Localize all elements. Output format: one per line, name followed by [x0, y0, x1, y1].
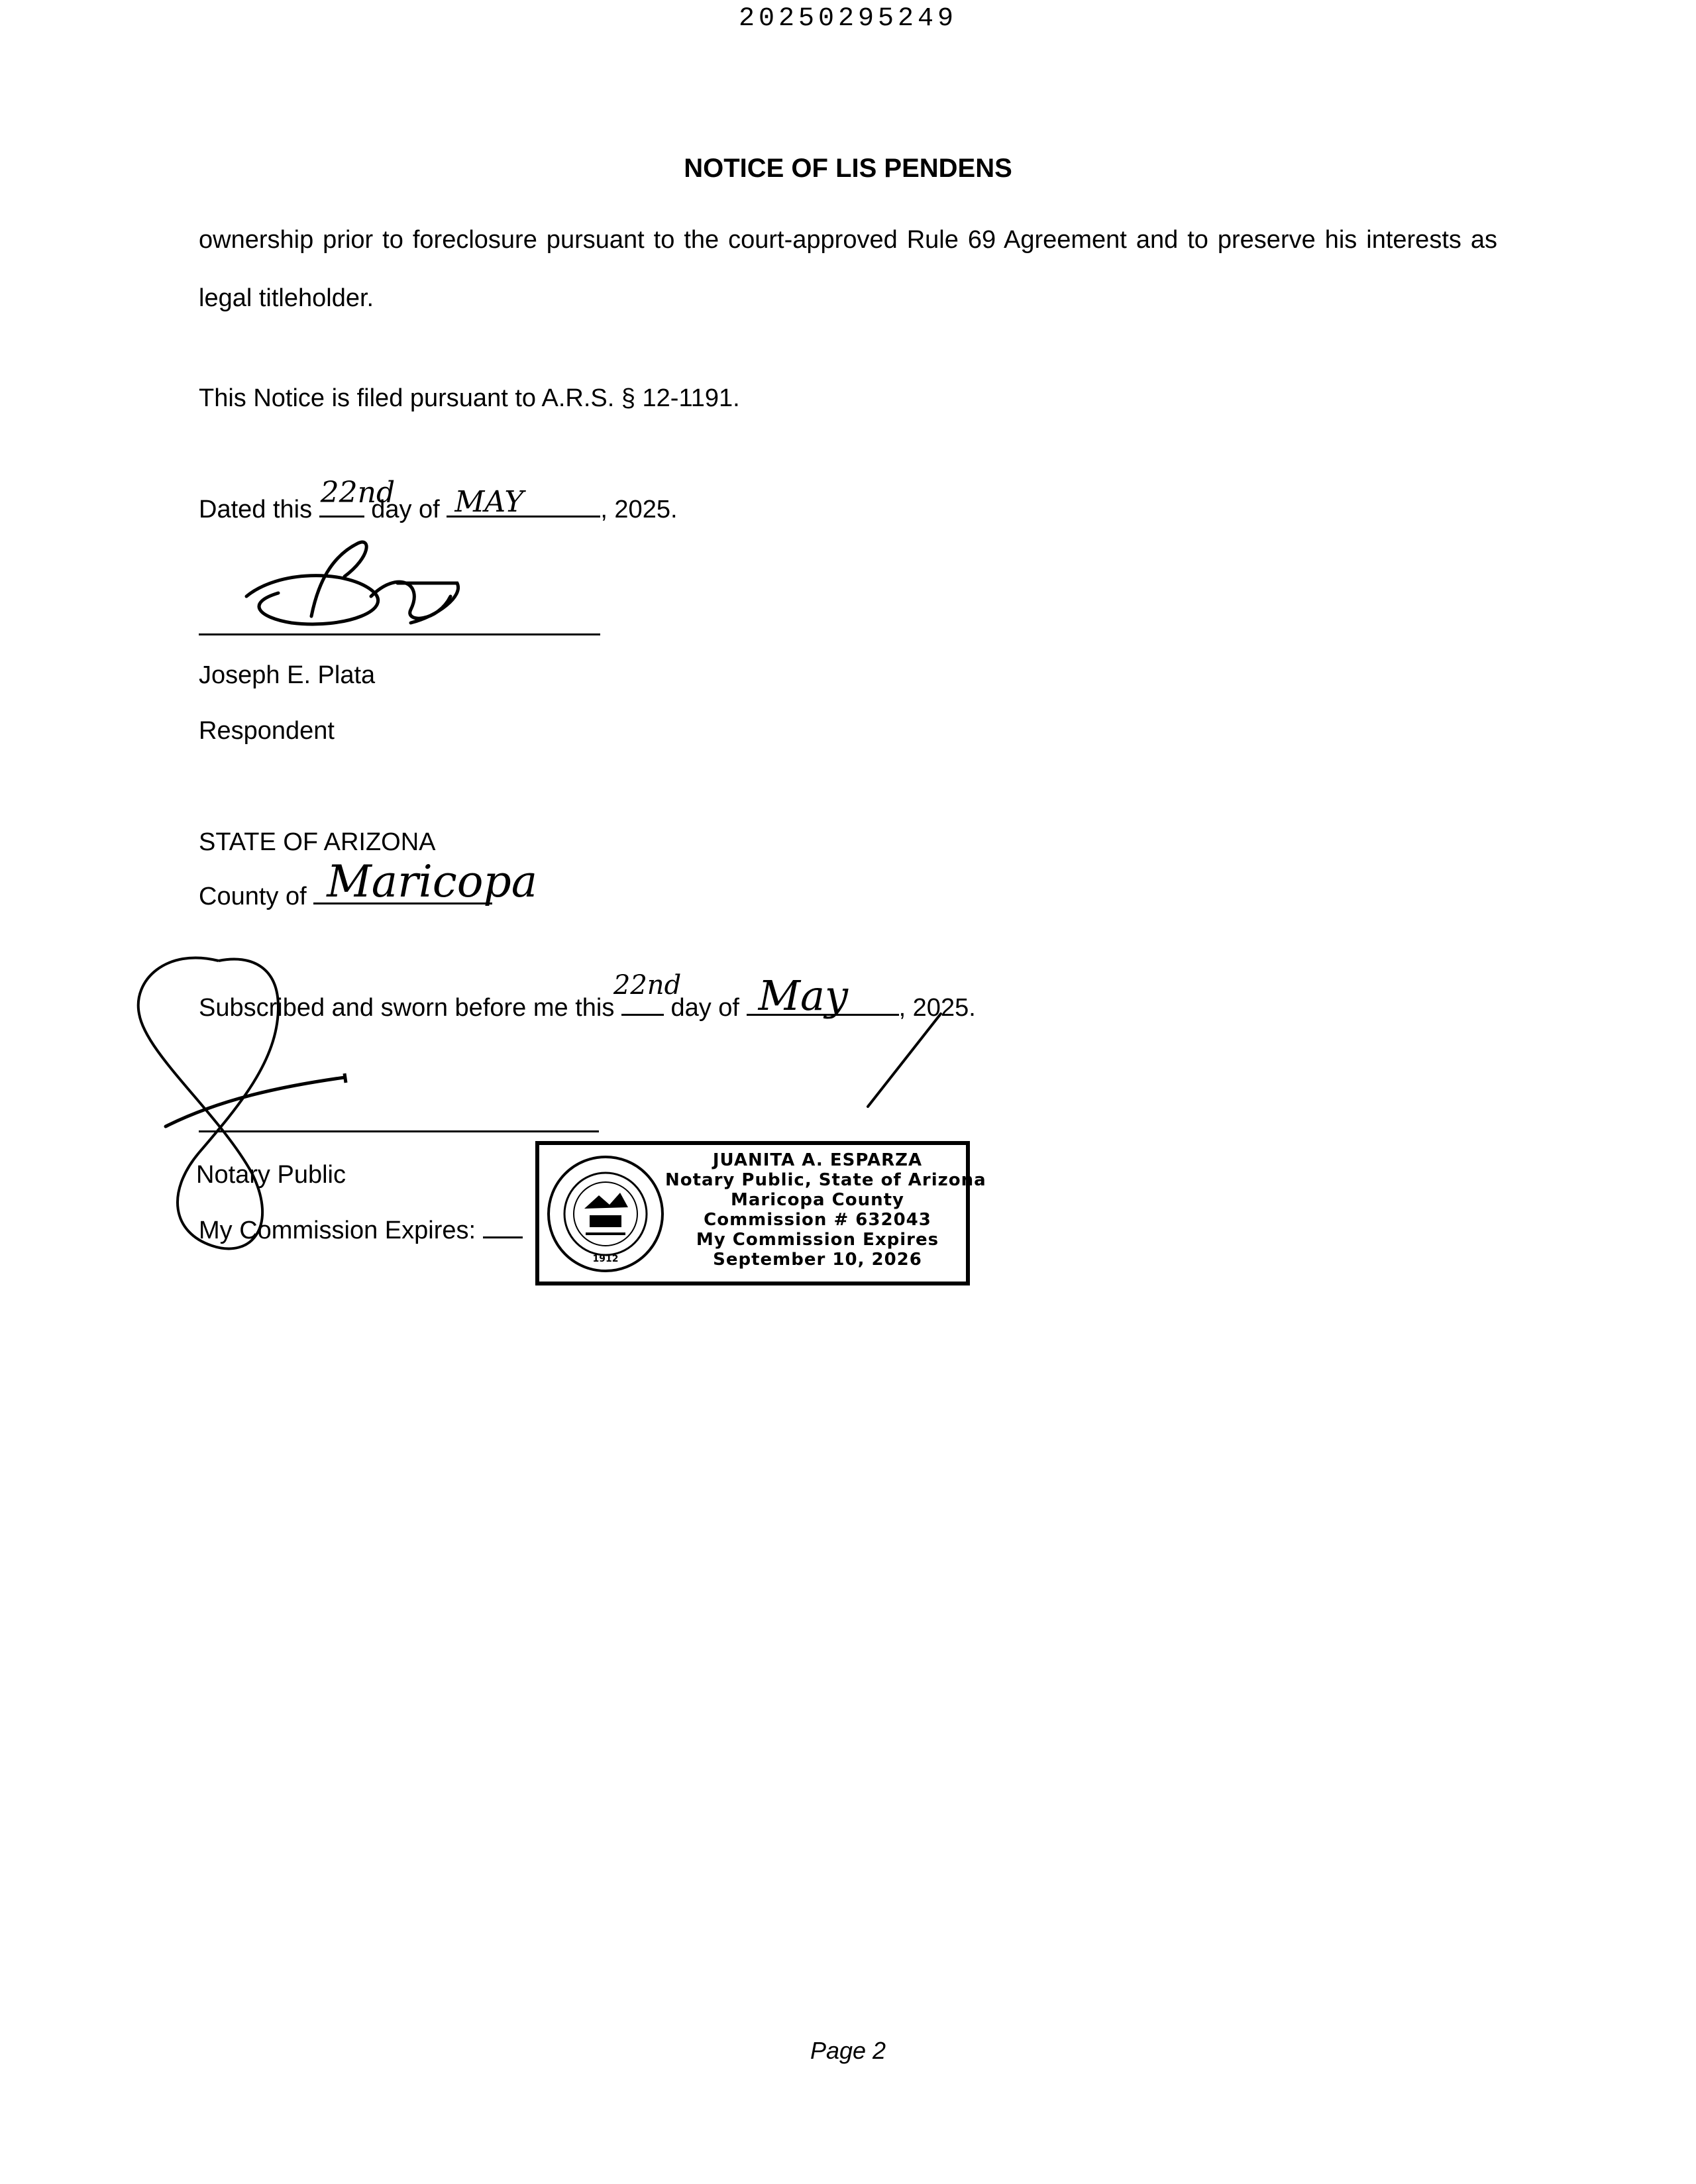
sworn-day-handwritten: 22nd [613, 970, 682, 1001]
sworn-month-handwritten: May [758, 971, 849, 1020]
stamp-line-name: JUANITA A. ESPARZA [712, 1150, 923, 1170]
stamp-line-county: Maricopa County [731, 1190, 904, 1210]
notary-label: Notary Public [196, 1161, 346, 1189]
sworn-prefix: Subscribed and sworn before me this [199, 994, 615, 1022]
stamp-line-expires-date: September 10, 2026 [713, 1250, 922, 1270]
county-handwritten: Maricopa [327, 856, 538, 907]
sworn-mid: day of [670, 994, 739, 1022]
notary-stamp [535, 1141, 986, 1285]
stamp-line-commission: Commission # 632043 [704, 1210, 931, 1230]
page-number: Page 2 [810, 2037, 886, 2064]
dated-mid: day of [371, 496, 440, 523]
stamp-line-expires-label: My Commission Expires [696, 1230, 939, 1250]
signer-role: Respondent [199, 717, 335, 745]
recording-number: 20250295249 [738, 4, 958, 34]
seal-year: 1912 [592, 1254, 619, 1264]
statute-line: This Notice is filed pursuant to A.R.S. § 12-1191. [199, 384, 740, 412]
dated-suffix: , 2025. [600, 496, 678, 523]
county-label: County of [199, 883, 307, 910]
arizona-state-seal-icon [546, 1154, 665, 1274]
stamp-text [665, 1150, 986, 1270]
commission-label: My Commission Expires: [199, 1217, 476, 1244]
dated-prefix: Dated this [199, 496, 313, 523]
document-title: NOTICE OF LIS PENDENS [684, 154, 1012, 183]
notary-state: STATE OF ARIZONA [199, 828, 436, 856]
dated-month-handwritten: MAY [454, 485, 524, 519]
stamp-line-title: Notary Public, State of Arizona [665, 1170, 986, 1190]
sworn-suffix: , 2025. [898, 994, 976, 1022]
body-paragraph: ownership prior to foreclosure pursuant to the court-approved Rule 69 Agreement and to preserve his interests as legal titleholder. [199, 226, 1497, 312]
dated-day-handwritten: 22nd [320, 476, 396, 510]
signer-name: Joseph E. Plata [199, 661, 376, 689]
